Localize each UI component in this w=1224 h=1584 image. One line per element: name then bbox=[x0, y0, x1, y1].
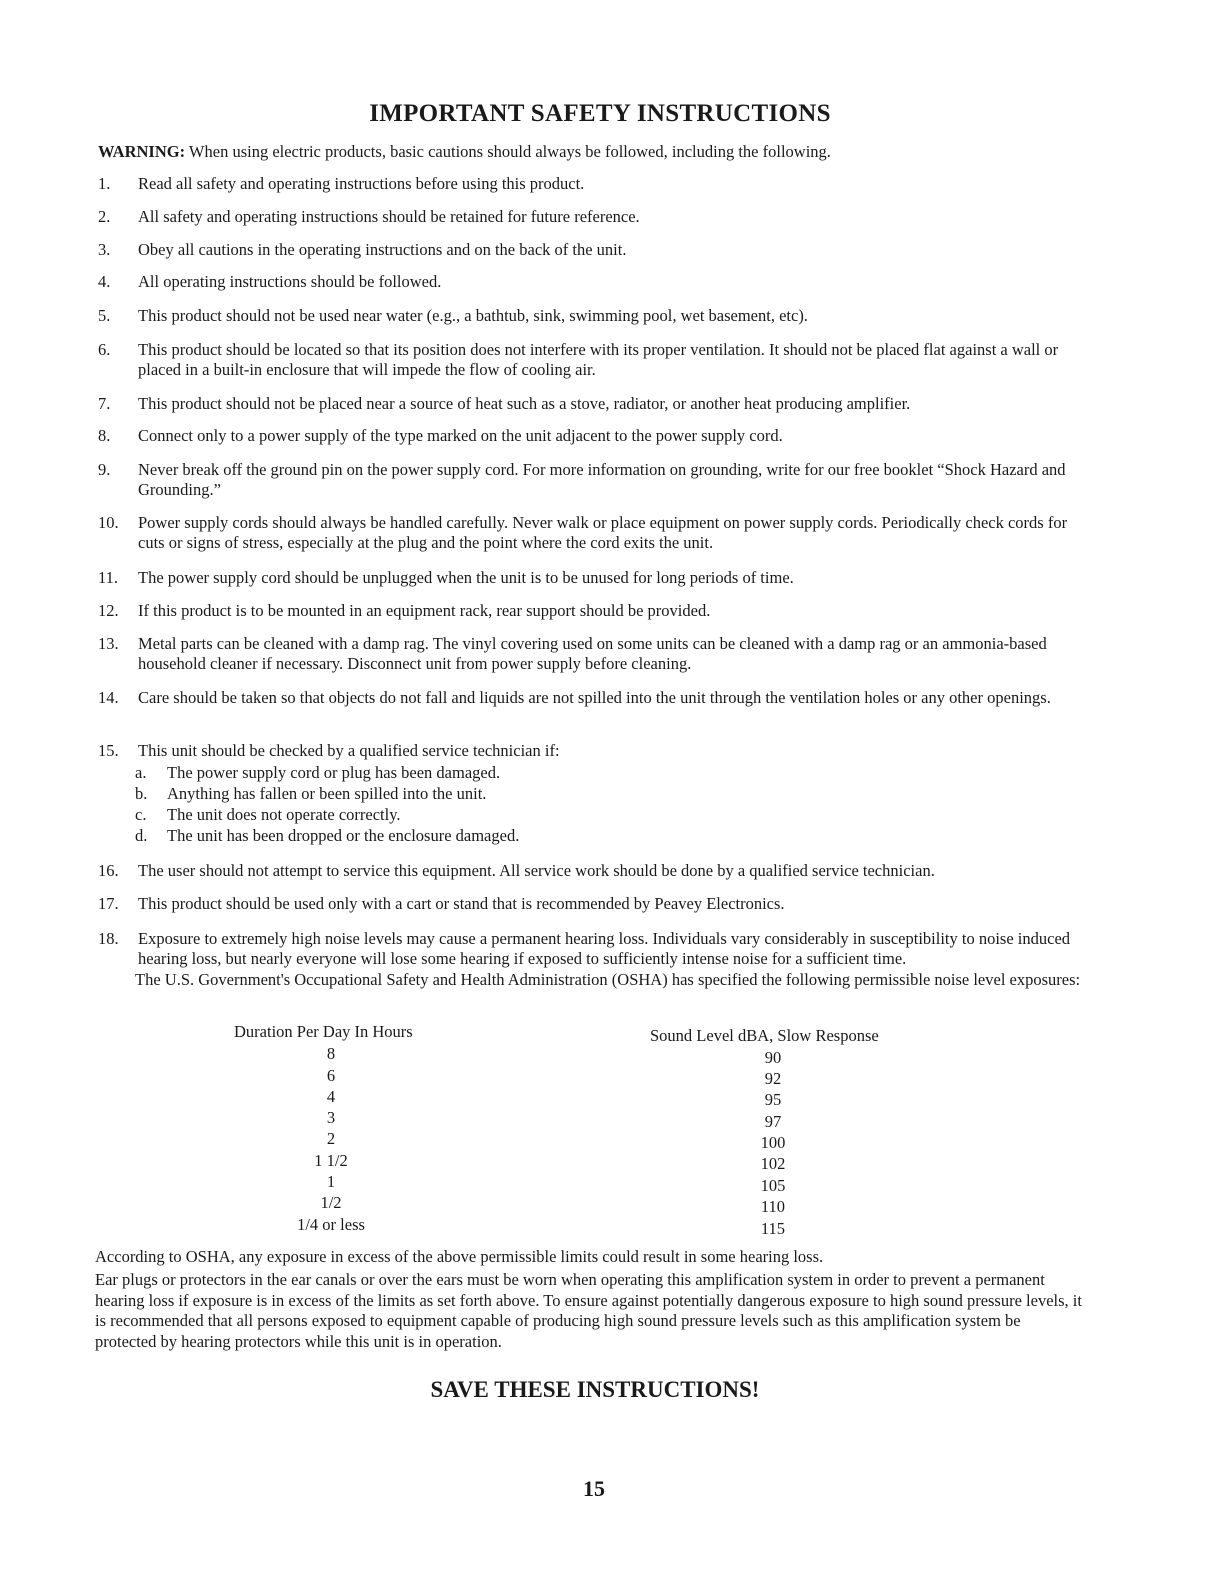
table-cell-duration: 6 bbox=[326, 1066, 336, 1085]
table-cell-duration: 2 bbox=[326, 1129, 336, 1148]
list-item bbox=[98, 634, 1088, 674]
list-item bbox=[98, 240, 1088, 260]
item-number: 15. bbox=[98, 741, 119, 760]
item-text: This unit should be checked by a qualified service technician if: bbox=[138, 741, 560, 760]
warning-line bbox=[98, 142, 831, 162]
sub-list-item bbox=[135, 763, 1035, 783]
sub-item-text: The unit does not operate correctly. bbox=[167, 805, 401, 824]
warning-label: WARNING: bbox=[98, 142, 186, 161]
table-cell-level: 97 bbox=[764, 1112, 782, 1131]
table-cell-level: 92 bbox=[764, 1069, 782, 1088]
item-number: 13. bbox=[98, 634, 119, 653]
sub-item-text: Anything has fallen or been spilled into the unit. bbox=[167, 784, 487, 803]
item-number: 5. bbox=[98, 306, 111, 325]
table-cell-level: 90 bbox=[764, 1048, 782, 1067]
sub-list-item bbox=[135, 784, 1035, 804]
item-text: If this product is to be mounted in an equipment rack, rear support should be provided. bbox=[138, 601, 711, 620]
table-cell-duration: 1 bbox=[326, 1172, 336, 1191]
item-number: 1. bbox=[98, 174, 111, 193]
list-item bbox=[98, 426, 1088, 446]
sub-item-text: The power supply cord or plug has been damaged. bbox=[167, 763, 501, 782]
list-item bbox=[98, 306, 1088, 326]
table-cell-duration: 1/2 bbox=[320, 1193, 342, 1212]
sub-item-letter: b. bbox=[135, 784, 148, 803]
item-number: 8. bbox=[98, 426, 111, 445]
sub-item-letter: c. bbox=[135, 805, 147, 824]
item-number: 6. bbox=[98, 340, 111, 359]
item-text: Metal parts can be cleaned with a damp rag. The vinyl covering used on some units can be cleaned with a damp rag or an ammonia-based household cleaner if necessary. Disconnect unit from power supply before cleaning. bbox=[138, 634, 1047, 673]
table-cell-duration: 3 bbox=[326, 1108, 336, 1127]
item-text: All operating instructions should be followed. bbox=[138, 272, 442, 291]
page-number: 15 bbox=[583, 1476, 605, 1501]
item-number: 11. bbox=[98, 568, 119, 587]
item-text: Read all safety and operating instructions before using this product. bbox=[138, 174, 585, 193]
item-number: 17. bbox=[98, 894, 119, 913]
item-number: 3. bbox=[98, 240, 111, 259]
item-number: 2. bbox=[98, 207, 111, 226]
list-item bbox=[98, 741, 1088, 761]
item-number: 18. bbox=[98, 929, 119, 948]
list-item bbox=[98, 568, 1088, 588]
list-item bbox=[98, 340, 1088, 380]
sub-list-item bbox=[135, 805, 1035, 825]
table-cell-duration: 4 bbox=[326, 1087, 336, 1106]
item-text: This product should be used only with a cart or stand that is recommended by Peavey Electronics. bbox=[138, 894, 785, 913]
item-text: This product should not be placed near a source of heat such as a stove, radiator, or another heat producing amplifier. bbox=[138, 394, 911, 413]
list-item bbox=[98, 513, 1088, 553]
item-text: All safety and operating instructions should be retained for future reference. bbox=[138, 207, 640, 226]
save-instructions-heading: SAVE THESE INSTRUCTIONS! bbox=[430, 1377, 760, 1402]
list-item bbox=[98, 460, 1088, 500]
item-text: Obey all cautions in the operating instructions and on the back of the unit. bbox=[138, 240, 627, 259]
item-text: The user should not attempt to service this equipment. All service work should be done by a qualified service technician. bbox=[138, 861, 935, 880]
list-item bbox=[98, 601, 1088, 621]
table-cell-level: 105 bbox=[760, 1176, 786, 1195]
item-text: The power supply cord should be unplugged when the unit is to be unused for long periods of time. bbox=[138, 568, 794, 587]
list-item bbox=[98, 861, 1088, 881]
list-item bbox=[98, 207, 1088, 227]
table-cell-duration: 1/4 or less bbox=[297, 1215, 365, 1234]
item-text: Care should be taken so that objects do not fall and liquids are not spilled into the unit through the ventilation holes or any other openings. bbox=[138, 688, 1051, 707]
sub-item-letter: a. bbox=[135, 763, 147, 782]
sub-list-item bbox=[135, 826, 1035, 846]
list-item bbox=[98, 929, 1088, 969]
sub-item-text: The unit has been dropped or the enclosure damaged. bbox=[167, 826, 520, 845]
list-item bbox=[98, 394, 1088, 414]
item-number: 4. bbox=[98, 272, 111, 291]
list-item bbox=[98, 272, 1088, 292]
osha-paragraph: The U.S. Government's Occupational Safety and Health Administration (OSHA) has specified the following permissible noise level exposures: bbox=[135, 970, 1081, 989]
list-item bbox=[98, 894, 1088, 914]
table-cell-level: 102 bbox=[760, 1154, 786, 1173]
table-header-duration: Duration Per Day In Hours bbox=[234, 1022, 413, 1041]
item-number: 10. bbox=[98, 513, 119, 532]
sub-item-letter: d. bbox=[135, 826, 148, 845]
item-text: Never break off the ground pin on the power supply cord. For more information on grounding, write for our free booklet “Shock Hazard and Grounding.” bbox=[138, 460, 1066, 499]
table-cell-level: 115 bbox=[760, 1219, 786, 1238]
osha-note: According to OSHA, any exposure in excess of the above permissible limits could result in some hearing loss. bbox=[95, 1247, 824, 1266]
hearing-protection-paragraph: Ear plugs or protectors in the ear canals or over the ears must be worn when operating this amplification system in order to prevent a permanent hearing loss if exposure is in excess of the limits as set forth above. To ensure against potentially dangerous exposure to high sound pressure levels, it is recommended that all persons exposed to equipment capable of producing high sound pressure levels such as this amplification system be protected by hearing protectors while this unit is in operation. bbox=[95, 1270, 1082, 1351]
item-text: This product should be located so that its position does not interfere with its proper ventilation. It should not be placed flat against a wall or placed in a built-in enclosure that will impede the flow of cooling air. bbox=[138, 340, 1059, 379]
item-text: Power supply cords should always be handled carefully. Never walk or place equipment on power supply cords. Periodically check cords for cuts or signs of stress, especially at the plug and the point where the cord exits the unit. bbox=[138, 513, 1068, 552]
table-cell-duration: 1 1/2 bbox=[314, 1151, 348, 1170]
item-number: 14. bbox=[98, 688, 119, 707]
item-number: 12. bbox=[98, 601, 119, 620]
warning-text: When using electric products, basic cautions should always be followed, including the following. bbox=[188, 142, 831, 161]
page-title: IMPORTANT SAFETY INSTRUCTIONS bbox=[369, 100, 831, 127]
table-cell-duration: 8 bbox=[326, 1044, 336, 1063]
list-item bbox=[98, 688, 1088, 708]
table-cell-level: 100 bbox=[760, 1133, 786, 1152]
item-number: 16. bbox=[98, 861, 119, 880]
item-text: Connect only to a power supply of the type marked on the unit adjacent to the power supply cord. bbox=[138, 426, 783, 445]
item-text: This product should not be used near water (e.g., a bathtub, sink, swimming pool, wet basement, etc). bbox=[138, 306, 808, 325]
table-header-level: Sound Level dBA, Slow Response bbox=[650, 1026, 879, 1045]
table-cell-level: 95 bbox=[764, 1090, 782, 1109]
item-number: 7. bbox=[98, 394, 111, 413]
item-number: 9. bbox=[98, 460, 111, 479]
list-item bbox=[98, 174, 1088, 194]
table-cell-level: 110 bbox=[760, 1197, 786, 1216]
item-text: Exposure to extremely high noise levels may cause a permanent hearing loss. Individuals vary considerably in susceptibility to noise induced hearing loss, but nearly everyone will lose some hearing if exposed to sufficiently intense noise for a sufficient time. bbox=[138, 929, 1071, 968]
